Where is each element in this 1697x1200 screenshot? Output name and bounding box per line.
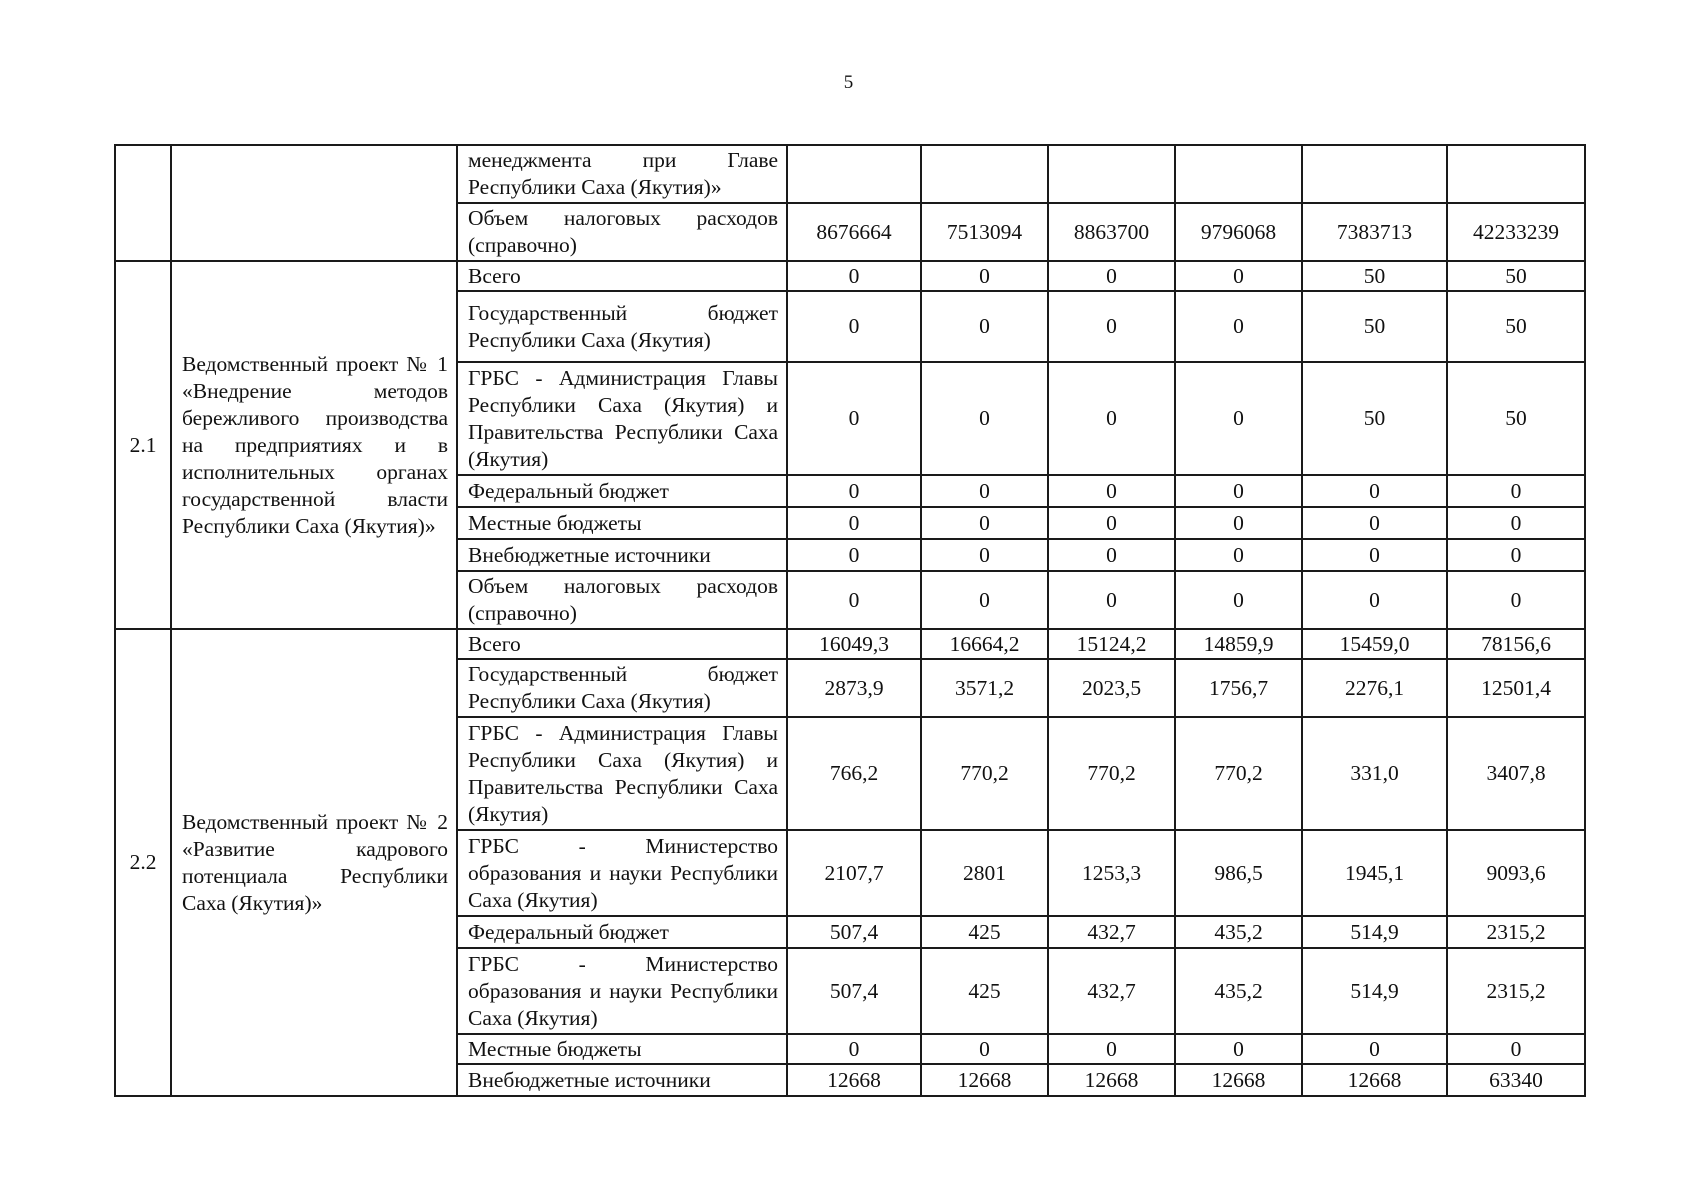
value-cell: 435,2 (1175, 916, 1302, 948)
page-number: 5 (843, 72, 854, 93)
value-cell: 12668 (921, 1064, 1048, 1096)
table-row (115, 629, 1585, 659)
value-cell: 0 (1048, 362, 1175, 475)
value-cell: 0 (1302, 507, 1447, 539)
row-label: Государственный бюджет Республики Саха (Якутия) (457, 291, 787, 362)
value-cell: 1756,7 (1175, 659, 1302, 717)
value-cell: 507,4 (787, 916, 921, 948)
value-cell: 425 (921, 948, 1048, 1034)
row-label: менеджмента при Главе Республики Саха (Якутия)» (457, 145, 787, 203)
value-cell: 7383713 (1302, 203, 1447, 261)
value-cell: 50 (1302, 261, 1447, 291)
value-cell: 63340 (1447, 1064, 1585, 1096)
value-cell: 3407,8 (1447, 717, 1585, 830)
value-cell: 0 (1175, 1034, 1302, 1064)
section-code-cell (115, 145, 171, 261)
value-cell: 0 (787, 571, 921, 629)
value-cell: 9796068 (1175, 203, 1302, 261)
value-cell: 0 (787, 291, 921, 362)
value-cell: 50 (1302, 291, 1447, 362)
row-label: Всего (457, 261, 787, 291)
value-cell: 0 (921, 475, 1048, 507)
row-label: ГРБС - Министерство образования и науки Республики Саха (Якутия) (457, 948, 787, 1034)
value-cell: 0 (921, 539, 1048, 571)
value-cell: 0 (921, 1034, 1048, 1064)
value-cell: 7513094 (921, 203, 1048, 261)
value-cell: 0 (1175, 539, 1302, 571)
value-cell: 0 (921, 291, 1048, 362)
row-label: ГРБС - Администрация Главы Республики Саха (Якутия) и Правительства Республики Саха (Якутия) (457, 362, 787, 475)
value-cell: 0 (1447, 539, 1585, 571)
value-cell: 0 (1302, 475, 1447, 507)
value-cell: 8863700 (1048, 203, 1175, 261)
value-cell: 42233239 (1447, 203, 1585, 261)
value-cell: 0 (921, 507, 1048, 539)
value-cell: 0 (1175, 571, 1302, 629)
section-code: 2.2 (115, 629, 171, 1096)
value-cell: 2315,2 (1447, 916, 1585, 948)
value-cell: 12668 (1302, 1064, 1447, 1096)
value-cell: 2801 (921, 830, 1048, 916)
row-label: Федеральный бюджет (457, 916, 787, 948)
row-label: Местные бюджеты (457, 1034, 787, 1064)
value-cell: 3571,2 (921, 659, 1048, 717)
value-cell (1302, 145, 1447, 203)
value-cell: 514,9 (1302, 948, 1447, 1034)
value-cell: 0 (1048, 261, 1175, 291)
section-project-name: Ведомственный проект № 1 «Внедрение методов бережливого производства на предприятиях и в исполнительных органах государственной власти Республики Саха (Якутия)» (171, 261, 457, 629)
value-cell: 0 (1302, 539, 1447, 571)
value-cell: 0 (1302, 571, 1447, 629)
value-cell: 0 (921, 571, 1048, 629)
row-label: Внебюджетные источники (457, 1064, 787, 1096)
value-cell (1447, 145, 1585, 203)
value-cell: 331,0 (1302, 717, 1447, 830)
value-cell: 50 (1447, 291, 1585, 362)
value-cell: 15124,2 (1048, 629, 1175, 659)
row-label: ГРБС - Администрация Главы Республики Саха (Якутия) и Правительства Республики Саха (Якутия) (457, 717, 787, 830)
value-cell: 16664,2 (921, 629, 1048, 659)
row-label: ГРБС - Министерство образования и науки Республики Саха (Якутия) (457, 830, 787, 916)
value-cell: 425 (921, 916, 1048, 948)
table-body (115, 145, 1585, 1096)
section-code: 2.1 (115, 261, 171, 629)
value-cell: 0 (1447, 571, 1585, 629)
value-cell: 0 (787, 507, 921, 539)
value-cell: 0 (1175, 261, 1302, 291)
value-cell: 0 (1048, 539, 1175, 571)
value-cell: 0 (1048, 291, 1175, 362)
value-cell: 507,4 (787, 948, 921, 1034)
value-cell: 770,2 (1048, 717, 1175, 830)
value-cell: 12501,4 (1447, 659, 1585, 717)
value-cell: 2315,2 (1447, 948, 1585, 1034)
row-label: Объем налоговых расходов (справочно) (457, 571, 787, 629)
value-cell: 2107,7 (787, 830, 921, 916)
value-cell: 0 (921, 261, 1048, 291)
value-cell: 0 (787, 362, 921, 475)
value-cell: 0 (1048, 507, 1175, 539)
value-cell: 766,2 (787, 717, 921, 830)
value-cell: 0 (787, 475, 921, 507)
value-cell: 8676664 (787, 203, 921, 261)
value-cell: 986,5 (1175, 830, 1302, 916)
row-label: Внебюджетные источники (457, 539, 787, 571)
value-cell: 432,7 (1048, 916, 1175, 948)
row-label: Объем налоговых расходов (справочно) (457, 203, 787, 261)
row-label: Государственный бюджет Республики Саха (Якутия) (457, 659, 787, 717)
value-cell: 435,2 (1175, 948, 1302, 1034)
value-cell: 2023,5 (1048, 659, 1175, 717)
row-label: Местные бюджеты (457, 507, 787, 539)
value-cell: 78156,6 (1447, 629, 1585, 659)
value-cell: 514,9 (1302, 916, 1447, 948)
value-cell: 2276,1 (1302, 659, 1447, 717)
value-cell (1175, 145, 1302, 203)
value-cell: 1945,1 (1302, 830, 1447, 916)
value-cell: 0 (921, 362, 1048, 475)
value-cell: 0 (1175, 507, 1302, 539)
value-cell: 12668 (787, 1064, 921, 1096)
value-cell: 0 (787, 539, 921, 571)
value-cell: 0 (787, 261, 921, 291)
value-cell: 432,7 (1048, 948, 1175, 1034)
value-cell (1048, 145, 1175, 203)
value-cell: 0 (787, 1034, 921, 1064)
value-cell: 0 (1175, 362, 1302, 475)
row-label: Федеральный бюджет (457, 475, 787, 507)
value-cell: 0 (1447, 475, 1585, 507)
value-cell: 50 (1447, 261, 1585, 291)
section-project-name: Ведомственный проект № 2 «Развитие кадрового потенциала Республики Саха (Якутия)» (171, 629, 457, 1096)
value-cell: 0 (1447, 1034, 1585, 1064)
value-cell (921, 145, 1048, 203)
value-cell: 12668 (1175, 1064, 1302, 1096)
value-cell: 14859,9 (1175, 629, 1302, 659)
value-cell: 770,2 (921, 717, 1048, 830)
budget-table (114, 144, 1586, 1097)
value-cell: 50 (1447, 362, 1585, 475)
value-cell: 9093,6 (1447, 830, 1585, 916)
value-cell: 50 (1302, 362, 1447, 475)
value-cell: 1253,3 (1048, 830, 1175, 916)
row-label: Всего (457, 629, 787, 659)
value-cell: 0 (1048, 571, 1175, 629)
value-cell: 0 (1048, 1034, 1175, 1064)
value-cell: 770,2 (1175, 717, 1302, 830)
table-row (115, 261, 1585, 291)
value-cell: 2873,9 (787, 659, 921, 717)
value-cell: 0 (1048, 475, 1175, 507)
table-row (115, 145, 1585, 203)
value-cell: 0 (1175, 291, 1302, 362)
value-cell: 0 (1447, 507, 1585, 539)
value-cell: 12668 (1048, 1064, 1175, 1096)
value-cell: 0 (1175, 475, 1302, 507)
value-cell: 15459,0 (1302, 629, 1447, 659)
value-cell: 0 (1302, 1034, 1447, 1064)
value-cell (787, 145, 921, 203)
section-project-cell (171, 145, 457, 261)
value-cell: 16049,3 (787, 629, 921, 659)
